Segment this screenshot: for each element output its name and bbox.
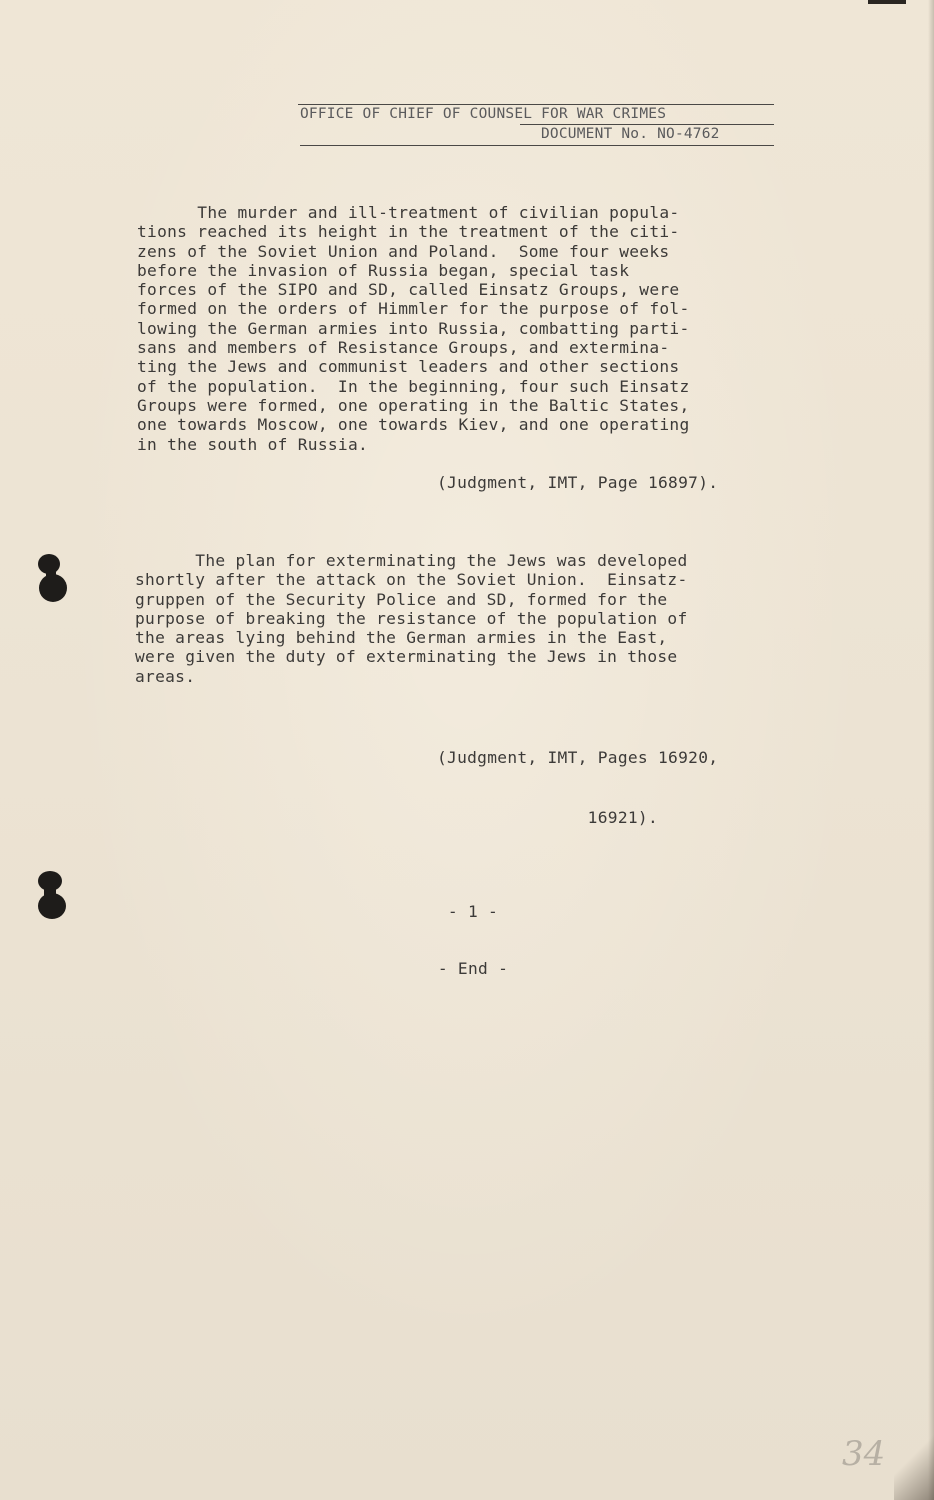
end-marker: - End - xyxy=(437,959,509,978)
text-line: formed on the orders of Himmler for the purpose of fol- xyxy=(137,299,690,319)
text-line: tions reached its height in the treatment of the citi- xyxy=(137,222,680,242)
corner-mark xyxy=(868,0,906,4)
text-line: the areas lying behind the German armies in the East, xyxy=(135,628,668,648)
text-line: zens of the Soviet Union and Poland. Some four weeks xyxy=(137,241,670,261)
corner-wear xyxy=(894,1430,934,1500)
text-line: ting the Jews and communist leaders and other sections xyxy=(137,357,680,377)
text-line: areas. xyxy=(135,666,196,686)
citation-line: 16921). xyxy=(437,808,659,827)
page-number: - 1 - xyxy=(447,902,499,921)
text-line: The murder and ill-treatment of civilian popula- xyxy=(137,203,680,222)
citation-2 xyxy=(437,708,718,868)
text-line: one towards Moscow, one towards Kiev, and one operating xyxy=(137,415,690,435)
text-line: of the population. In the beginning, four such Einsatz xyxy=(137,376,690,396)
text-line: gruppen of the Security Police and SD, formed for the xyxy=(135,589,668,609)
text-line: sans and members of Resistance Groups, and extermina- xyxy=(137,338,670,358)
text-line: shortly after the attack on the Soviet Union. Einsatz- xyxy=(135,570,688,590)
header-rule-top xyxy=(298,104,774,105)
page-edge-shadow xyxy=(928,0,934,1500)
text-line: The plan for exterminating the Jews was developed xyxy=(135,551,688,570)
document-number: DOCUMENT No. NO-4762 xyxy=(541,126,720,142)
citation-line: (Judgment, IMT, Pages 16920, xyxy=(437,748,719,767)
paragraph-2 xyxy=(135,551,775,686)
text-line: Groups were formed, one operating in the Baltic States, xyxy=(137,395,690,415)
text-line: lowing the German armies into Russia, combatting parti- xyxy=(137,318,690,338)
text-line: in the south of Russia. xyxy=(137,434,369,454)
paragraph-1 xyxy=(137,203,777,454)
punch-hole-top xyxy=(34,552,68,604)
text-line: before the invasion of Russia began, special task xyxy=(137,260,630,280)
header-rule-middle xyxy=(520,124,774,125)
citation-1: (Judgment, IMT, Page 16897). xyxy=(437,473,719,492)
header-rule-bottom xyxy=(300,145,774,146)
handwritten-page-number: 34 xyxy=(842,1434,886,1474)
text-line: were given the duty of exterminating the Jews in those xyxy=(135,647,678,667)
text-line: forces of the SIPO and SD, called Einsatz Groups, were xyxy=(137,280,680,300)
text-line: purpose of breaking the resistance of the population of xyxy=(135,608,688,628)
office-title: OFFICE OF CHIEF OF COUNSEL FOR WAR CRIMES xyxy=(300,106,667,122)
